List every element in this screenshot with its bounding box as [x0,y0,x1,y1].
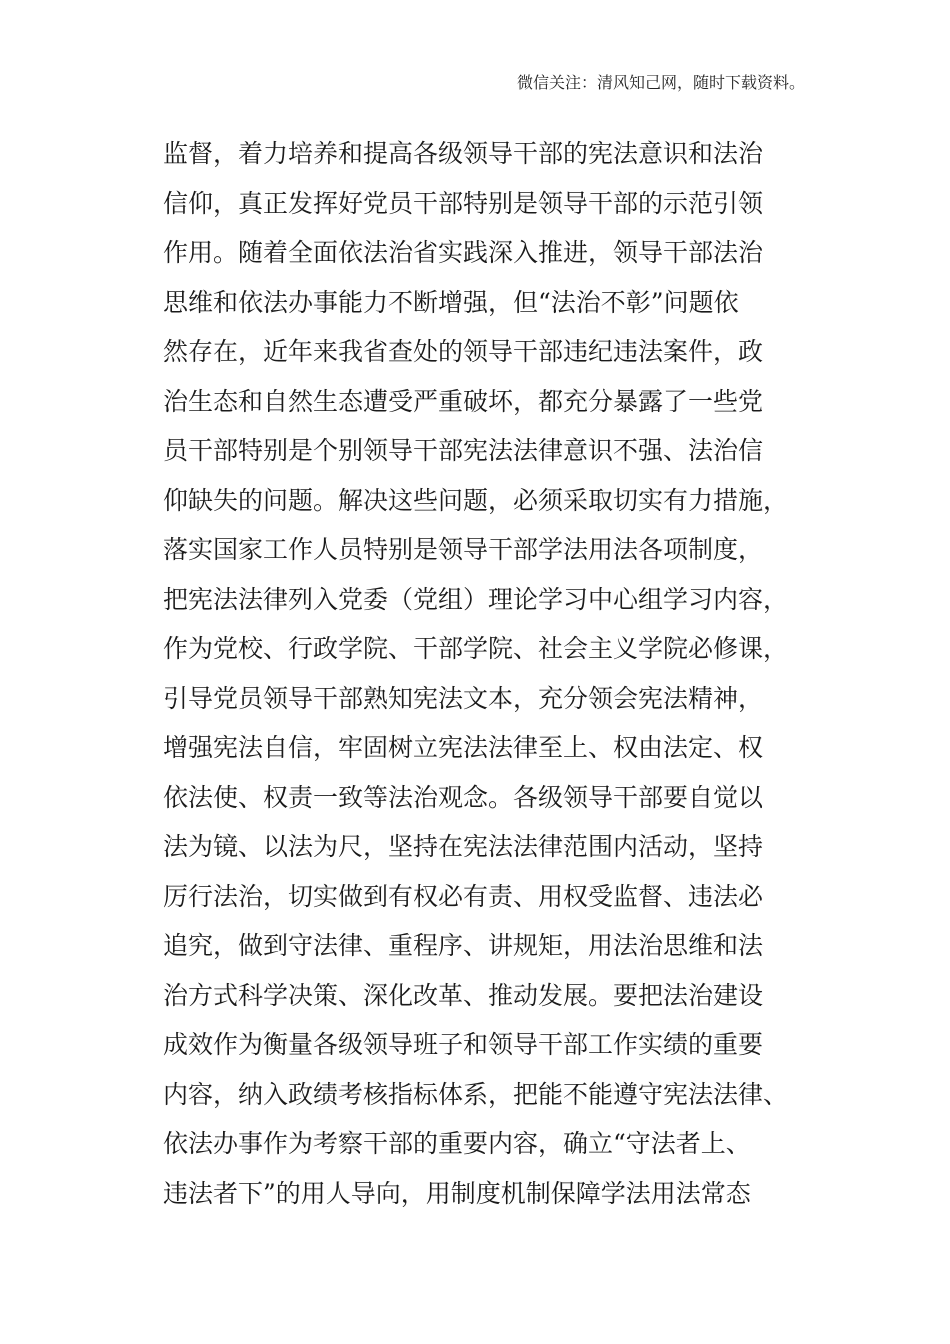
body-line: 思维和依法办事能力不断增强，但“法治不彰”问题依 [163,287,739,317]
body-line: 仰缺失的问题。解决这些问题，必须采取切实有力措施， [163,485,789,515]
body-line: 内容，纳入政绩考核指标体系，把能不能遵守宪法法律、 [163,1079,789,1109]
body-line: 引导党员领导干部熟知宪法文本，充分领会宪法精神， [163,683,764,713]
header-note: 微信关注：清风知己网，随时下载资料。 [516,73,805,92]
body-line: 作用。随着全面依法治省实践深入推进，领导干部法治 [163,238,764,267]
body-line: 依法使、权责一致等法治观念。各级领导干部要自觉以 [163,782,764,812]
body-line: 信仰，真正发挥好党员干部特别是领导干部的示范引领 [163,188,764,218]
body-line: 把宪法法律列入党委（党组）理论学习中心组学习内容， [163,584,789,614]
body-line: 厉行法治，切实做到有权必有责、用权受监督、违法必 [163,881,764,911]
body-line: 监督，着力培养和提高各级领导干部的宪法意识和法治 [163,139,764,168]
body-line: 法为镜、以法为尺，坚持在宪法法律范围内活动，坚持 [163,832,764,861]
body-text [163,129,803,1218]
body-line: 治方式科学决策、深化改革、推动发展。要把法治建设 [163,980,764,1010]
body-line: 违法者下”的用人导向，用制度机制保障学法用法常态 [163,1178,751,1208]
body-line: 员干部特别是个别领导干部宪法法律意识不强、法治信 [163,436,764,465]
body-line: 然存在，近年来我省查处的领导干部违纪违法案件，政 [163,337,764,366]
body-line: 治生态和自然生态遭受严重破坏，都充分暴露了一些党 [163,386,764,416]
body-line: 追究，做到守法律、重程序、讲规矩，用法治思维和法 [163,931,764,960]
body-line: 成效作为衡量各级领导班子和领导干部工作实绩的重要 [163,1030,764,1059]
body-line: 落实国家工作人员特别是领导干部学法用法各项制度， [163,535,764,564]
body-line: 依法办事作为考察干部的重要内容，确立“守法者上、 [163,1129,751,1158]
body-line: 增强宪法自信，牢固树立宪法法律至上、权由法定、权 [163,733,764,762]
body-line: 作为党校、行政学院、干部学院、社会主义学院必修课， [163,634,789,663]
